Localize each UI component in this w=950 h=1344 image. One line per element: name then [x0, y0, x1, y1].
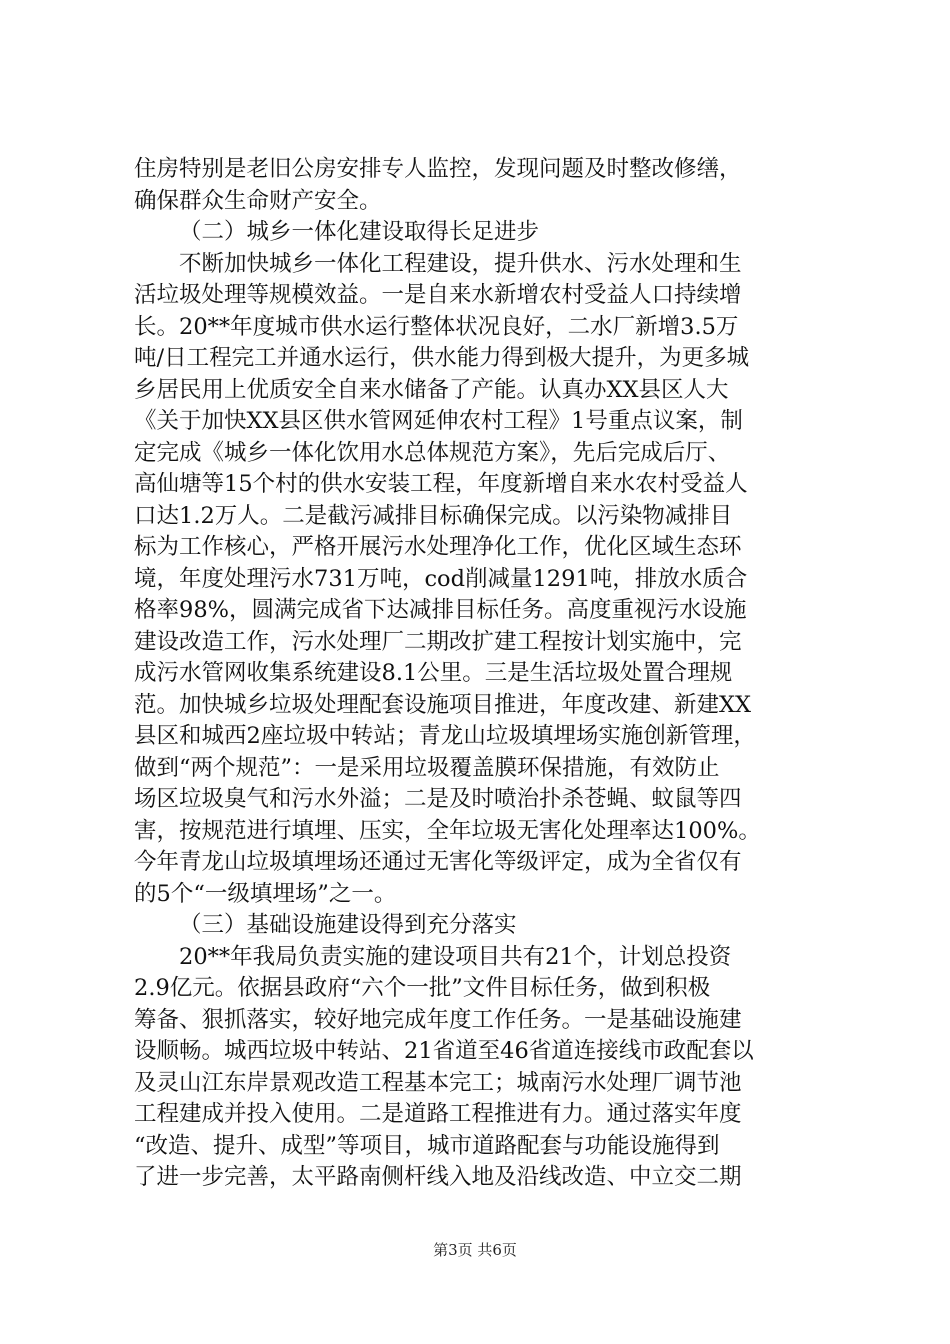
- paragraph-line-indented: 20**年我局负责实施的建设项目共有21个，计划总投资: [179, 943, 732, 970]
- paragraph-line: 的5个“一级填埋场”之一。: [134, 880, 397, 907]
- paragraph-line: 建设改造工作，污水处理厂二期改扩建工程按计划实施中，完: [134, 628, 742, 655]
- paragraph-line: 筹备、狠抓落实，较好地完成年度工作任务。一是基础设施建: [134, 1006, 742, 1033]
- paragraph-line: 了进一步完善，太平路南侧杆线入地及沿线改造、中立交二期: [134, 1164, 742, 1190]
- paragraph-line: 格率98%，圆满完成省下达减排目标任务。高度重视污水设施: [134, 597, 747, 623]
- paragraph-line: 及灵山江东岸景观改造工程基本完工；城南污水处理厂调节池: [134, 1069, 742, 1096]
- paragraph-line: 县区和城西2座垃圾中转站；青龙山垃圾填埋场实施创新管理，: [134, 723, 756, 749]
- paragraph-line: 确保群众生命财产安全。: [134, 187, 382, 214]
- paragraph-line: 标为工作核心，严格开展污水处理净化工作，优化区域生态环: [134, 534, 742, 560]
- paragraph-line: 成污水管网收集系统建设8.1公里。三是生活垃圾处置合理规: [134, 660, 733, 686]
- paragraph-line: 吨/日工程完工并通水运行，供水能力得到极大提升，为更多城: [134, 345, 750, 371]
- paragraph-line: 《关于加快XX县区供水管网延伸农村工程》1号重点议案，制: [134, 408, 743, 434]
- page-footer: 第3页 共6页: [433, 1241, 517, 1259]
- paragraph-line: 长。20**年度城市供水运行整体状况良好，二水厂新增3.5万: [134, 313, 739, 340]
- paragraph-line: 境，年度处理污水731万吨，cod削减量1291吨，排放水质合: [134, 565, 748, 592]
- paragraph-line: 乡居民用上优质安全自来水储备了产能。认真办XX县区人大: [134, 376, 729, 403]
- paragraph-line: 活垃圾处理等规模效益。一是自来水新增农村受益人口持续增: [134, 282, 742, 308]
- paragraph-line: 工程建成并投入使用。二是道路工程推进有力。通过落实年度: [134, 1101, 742, 1127]
- paragraph-line: 害，按规范进行填埋、压实，全年垃圾无害化处理率达100%。: [134, 817, 761, 844]
- paragraph-line: 范。加快城乡垃圾处理配套设施项目推进，年度改建、新建XX: [134, 691, 752, 718]
- paragraph-line-indented: （三）基础设施建设得到充分落实: [179, 912, 517, 938]
- document-body: [134, 154, 834, 1194]
- paragraph-line: 高仙塘等15个村的供水安装工程，年度新增自来水农村受益人: [134, 471, 748, 497]
- paragraph-line: 设顺畅。城西垃圾中转站、21省道至46省道连接线市政配套以: [134, 1038, 754, 1064]
- paragraph-line-indented: （二）城乡一体化建设取得长足进步: [179, 219, 540, 245]
- paragraph-line: 今年青龙山垃圾填埋场还通过无害化等级评定，成为全省仅有: [134, 849, 742, 875]
- paragraph-line-indented: 不断加快城乡一体化工程建设，提升供水、污水处理和生: [179, 250, 742, 277]
- paragraph-line: “改造、提升、成型”等项目，城市道路配套与功能设施得到: [134, 1132, 720, 1159]
- paragraph-line: 场区垃圾臭气和污水外溢；二是及时喷治扑杀苍蝇、蚊鼠等四: [134, 786, 742, 812]
- paragraph-line: 2.9亿元。依据县政府“六个一批”文件目标任务，做到积极: [134, 975, 711, 1001]
- paragraph-line: 做到“两个规范”：一是采用垃圾覆盖膜环保措施，有效防止: [134, 754, 720, 781]
- paragraph-line: 住房特别是老旧公房安排专人监控，发现问题及时整改修缮，: [134, 156, 742, 182]
- paragraph-line: 定完成《城乡一体化饮用水总体规范方案》，先后完成后厅、: [134, 439, 731, 466]
- paragraph-line: 口达1.2万人。二是截污减排目标确保完成。以污染物减排目: [134, 502, 733, 529]
